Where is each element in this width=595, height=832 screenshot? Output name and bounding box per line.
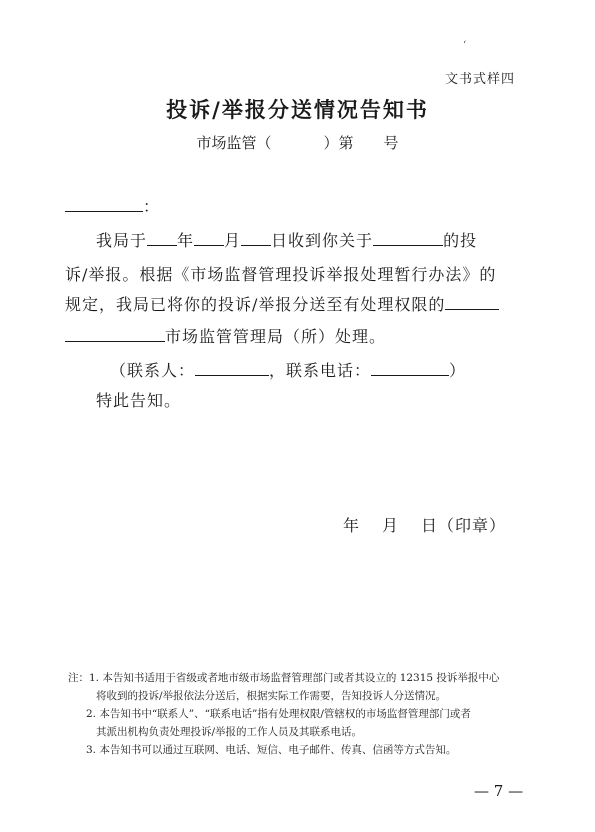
text-complaint-start: 的投 [443, 231, 478, 250]
note-1: 注：1. 本告知书适用于省级或者地市级市场监督管理部门或者其设立的 12315 投诉举报中心 [68, 672, 500, 684]
text-forwarded: 规定，我局已将你的投诉/举报分送至有处理权限的 [65, 295, 446, 314]
page-number: — 7 — [474, 782, 524, 800]
date-seal-line [343, 513, 506, 536]
addressee-blank[interactable] [65, 197, 143, 212]
contact-phone-label: ，联系电话： [269, 361, 372, 380]
notes-section [68, 669, 499, 759]
doc-number-prefix: 市场监管（ [196, 134, 272, 152]
date-day-seal: 日（印章） [421, 516, 507, 535]
note-2-cont: 其派出机构负责处理投诉/举报的工作人员及其联系电话。 [96, 726, 363, 738]
contact-close-paren: ） [449, 361, 467, 380]
month-blank[interactable] [194, 231, 224, 246]
note-1-cont: 将收到的投诉/举报依法分送后，根据实际工作需要，告知投诉人分送情况。 [96, 690, 447, 702]
style-label: 文书式样四 [444, 72, 515, 87]
doc-number-mid: ）第 [323, 134, 354, 152]
contact-person-blank[interactable] [195, 361, 269, 376]
contact-line [110, 358, 466, 381]
note-3: 3. 本告知书可以通过互联网、电话、短信、电子邮件、传真、信函等方式告知。 [86, 744, 457, 756]
authority-blank-2[interactable] [65, 327, 165, 342]
addressee-colon: ： [143, 197, 161, 216]
body-line-1 [96, 228, 477, 251]
body-line-3 [65, 292, 499, 315]
year-blank[interactable] [147, 231, 177, 246]
text-bureau: 市场监管管理局（所）处理。 [165, 327, 387, 346]
body-line-4 [65, 324, 386, 347]
text-month: 月 [224, 231, 242, 250]
doc-number-suffix: 号 [383, 134, 399, 152]
closing-line: 特此告知。 [96, 391, 182, 410]
stray-mark: ‘ [463, 40, 467, 51]
addressee-line [65, 194, 160, 217]
contact-phone-blank[interactable] [371, 361, 449, 376]
date-year: 年 [343, 516, 361, 535]
text-year: 年 [177, 231, 195, 250]
subject-blank[interactable] [373, 231, 443, 246]
contact-person-label: （联系人： [110, 361, 196, 380]
day-blank[interactable] [241, 231, 271, 246]
page-title: 投诉/举报分送情况告知书 [166, 97, 429, 122]
note-2: 2. 本告知书中“联系人”、“联系电话”指有处理权限/管辖权的市场监督管理部门或者 [86, 708, 471, 720]
date-month: 月 [382, 516, 400, 535]
authority-blank-1[interactable] [445, 295, 499, 310]
body-line-2: 诉/举报。根据《市场监督管理投诉举报处理暂行办法》的 [65, 265, 497, 284]
document-number [0, 132, 595, 153]
text-received-at: 我局于 [96, 231, 148, 250]
text-day-about: 日收到你关于 [271, 231, 374, 250]
